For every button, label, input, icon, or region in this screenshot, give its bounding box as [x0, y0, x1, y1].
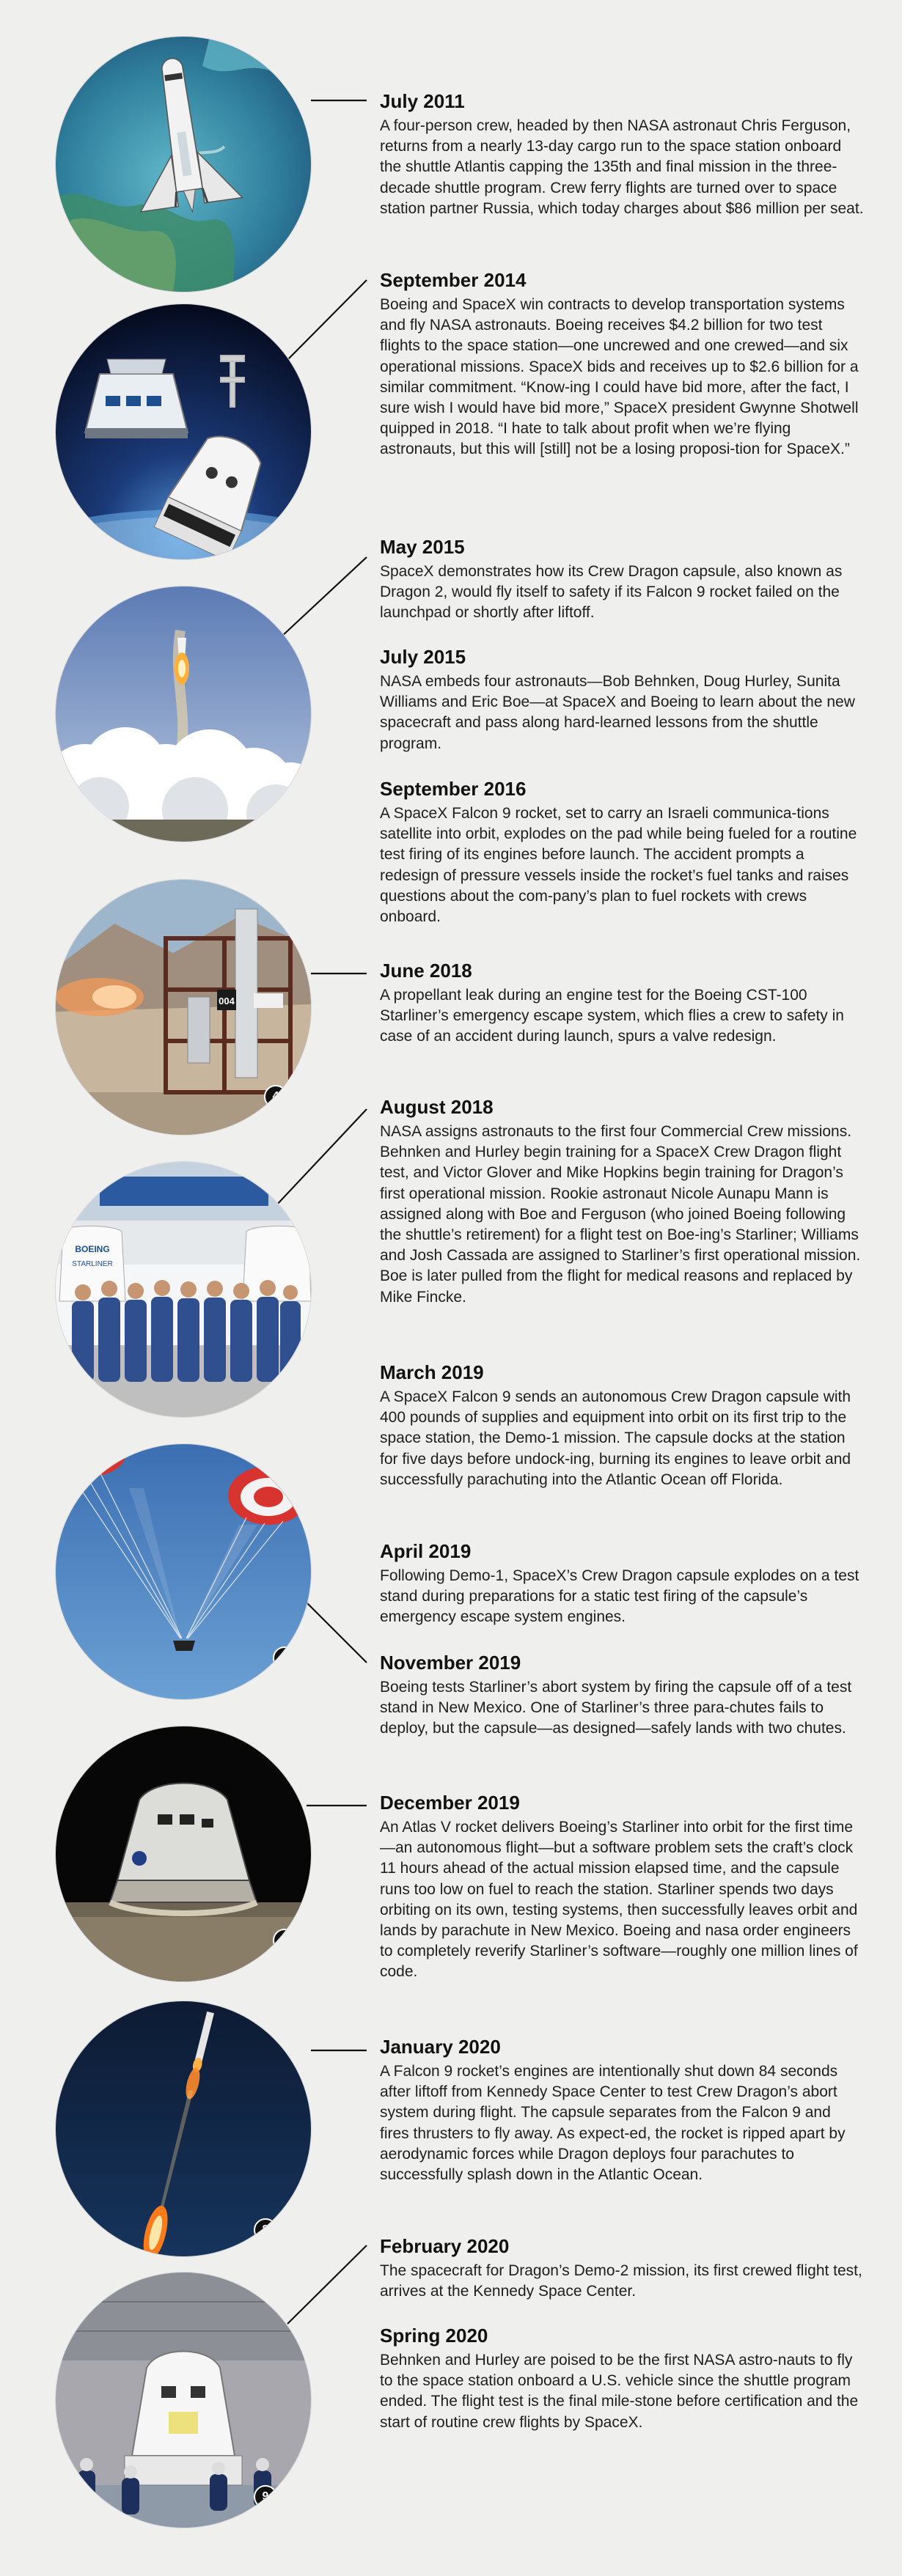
entry-date: June 2018 [380, 960, 472, 982]
entry-date: November 2019 [380, 1652, 521, 1674]
entry-text: A four-person crew, headed by then NASA astronaut Chris Ferguson, returns from a nearly 13-day cargo run to the space station onboard the shuttle Atlantis capping the 135th and final mission in the three-decade shuttle program. Crew ferry flights are turned over to space station partner Russia, which today charges about $86 million per seat. [380, 117, 864, 217]
entry-text: A SpaceX Falcon 9 sends an autonomous Crew Dragon capsule with 400 pounds of supplies and equipment into orbit on its first trip to the space station, the Demo-1 mission. The capsule docks at the station for five days before undock-ing, burning its engines to leave orbit and successfully parachuting into the Atlantic Ocean off Florida. [380, 1388, 851, 1488]
timeline-entry-march-2019 [380, 1361, 864, 1490]
timeline-entry-november-2019 [380, 1651, 864, 1740]
entry-text: A propellant leak during an engine test for the Boeing CST-100 Starliner’s emergency escape system, which flies a crew to safety in case of an accident during launch, spurs a valve redesign. [380, 987, 844, 1045]
entry-text: Boeing and SpaceX win contracts to develop transportation systems and fly NASA astronauts. Boeing receives $4.2 billion for two test flights to the space station—one uncrewed and one crewed—and six operational missions. SpaceX bids and receives up to $2.6 billion for a similar commitment. “Know-ing I could have bid more, after the fact, I sure wish I would have bid more,” SpaceX president Gwynne Shotwell quipped in 2018. “I hate to talk about profit when we’re flying astronauts, but this will [still] not be a losing proposi-tion for SpaceX.” [380, 296, 859, 458]
timeline-entry-spring-2020 [380, 2324, 864, 2433]
entry-date: July 2011 [380, 90, 465, 112]
photo-in-flight-abort-launch [56, 2001, 311, 2256]
timeline-entry-june-2018 [380, 959, 864, 1048]
entry-date: September 2014 [380, 269, 527, 291]
timeline-entry-july-2011 [380, 89, 864, 219]
photo-starliner-landing [56, 1726, 311, 1981]
entry-text: NASA assigns astronauts to the first four Commercial Crew missions. Behnken and Hurley begin training for a SpaceX Crew Dragon flight test, and Victor Glover and Mike Hopkins begin training for Dragon’s first operational mission. Rookie astronaut Nicole Aunapu Mann is assigned along with Boe and Ferguson (who joined Boeing following the shuttle’s retirement) for a flight test on Boe-ing’s Starliner; Williams and Josh Cassada are assigned to Starliner’s first operational mission. Boe is later pulled from the flight for medical reasons and replaced by Mike Fincke. [380, 1123, 861, 1306]
timeline-entry-september-2014 [380, 268, 864, 460]
entry-text: A Falcon 9 rocket’s engines are intentionally shut down 84 seconds after liftoff from Kennedy Space Center to test Crew Dragon’s abort system during flight. The capsule separates from the Falcon 9 and fires thrusters to fly away. As expect-ed, the rocket is ripped apart by aerodynamic forces while Dragon deploys four parachutes to successfully splash down in the Atlantic Ocean. [380, 2063, 846, 2184]
entry-text: An Atlas V rocket delivers Boeing’s Starliner into orbit for the first time—an autonomous flight—but a software problem sets the craft’s clock 11 hours ahead of the actual mission elapsed time, and the capsule runs too low on fuel to reach the station. Starliner spends two days orbiting on its own, testing systems, then successfully leaves orbit and lands by parachute in New Mexico. Boeing and nasa order engineers to completely reverify Starliner’s software—roughly one million lines of code. [380, 1819, 858, 1981]
boeing-logo: BOEING [75, 1244, 110, 1254]
timeline-entry-december-2019 [380, 1791, 864, 1983]
entry-date: December 2019 [380, 1792, 520, 1814]
photo-number-badge: 1 [273, 257, 296, 280]
timeline-entry-july-2015 [380, 645, 864, 754]
leader-line-9 [287, 2245, 367, 2324]
photo-number-badge: 3 [273, 803, 296, 827]
entry-date: September 2016 [380, 778, 527, 800]
photo-starliner-engine-test [56, 880, 311, 1135]
timeline-entry-january-2020 [380, 2035, 864, 2185]
timeline-entry-september-2016 [380, 777, 864, 927]
photo-number-badge: 6 [273, 1646, 296, 1670]
entry-text: The spacecraft for Dragon’s Demo-2 mission, its first crewed flight test, arrives at the Kennedy Space Center. [380, 2262, 862, 2300]
entry-date: Spring 2020 [380, 2325, 488, 2347]
photo-number-badge: 7 [273, 1929, 296, 1952]
starliner-logo: STARLINER [72, 1260, 113, 1268]
timeline-entry-may-2015 [380, 535, 864, 624]
photo-starliner-and-crew-dragon [56, 304, 311, 559]
photo-shuttle-atlantis [56, 37, 311, 292]
entry-text: A SpaceX Falcon 9 rocket, set to carry an Israeli communica-tions satellite into orbit, explodes on the pad while being fueled for a routine test firing of its engines before launch. The accident prompts a redesign of pressure vessels inside the rocket’s fuel tanks and raises questions about the com-pany’s plan to fuel rockets with crews onboard. [380, 805, 857, 926]
leader-line-5 [276, 1109, 367, 1206]
entry-date: July 2015 [380, 646, 466, 668]
photo-crew-dragon-pad-abort [56, 586, 311, 842]
leader-line-3 [280, 557, 367, 638]
photo-commercial-crew-astronauts [56, 1162, 311, 1417]
photo-crew-dragon-processing [56, 2273, 311, 2528]
photo-demo-1-parachutes [56, 1444, 311, 1699]
entry-date: March 2019 [380, 1361, 484, 1383]
entry-date: February 2020 [380, 2235, 510, 2257]
entry-text: Following Demo-1, SpaceX’s Crew Dragon capsule explodes on a test stand during preparations for a static test firing of the capsule’s emergency escape system engines. [380, 1567, 859, 1626]
photo-number-badge: 4 [264, 1085, 287, 1108]
entry-date: April 2019 [380, 1540, 472, 1562]
entry-text: Boeing tests Starliner’s abort system by firing the capsule off of a test stand in New Mexico. One of Starliner’s three para-chutes fails to deploy, but the capsule—as designed—safely lands with two chutes. [380, 1679, 852, 1737]
entry-text: NASA embeds four astronauts—Bob Behnken, Doug Hurley, Sunita Williams and Eric Boe—at SpaceX and Boeing to learn about the new spacecraft and pass along hard-learned lessons from the shuttle program. [380, 673, 855, 752]
entry-text: Behnken and Hurley are poised to be the first NASA astro-nauts to fly to the space station onboard a U.S. vehicle since the shuttle program ended. The flight test is the final mile-stone before certification and the start of routine crew flights by SpaceX. [380, 2352, 859, 2431]
timeline-entry-february-2020 [380, 2234, 864, 2302]
photo-number-badge: 2 [268, 521, 292, 545]
photo-number-badge: 5 [273, 1379, 296, 1402]
entry-date: January 2020 [380, 2036, 501, 2058]
leader-line-2 [282, 280, 367, 365]
entry-date: August 2018 [380, 1096, 494, 1118]
entry-text: SpaceX demonstrates how its Crew Dragon capsule, also known as Dragon 2, would fly itself to safety if its Falcon 9 rocket failed on the launchpad or shortly after liftoff. [380, 563, 843, 622]
timeline-entry-august-2018 [380, 1095, 864, 1308]
timeline-entry-april-2019 [380, 1539, 864, 1628]
photo-number-badge: 9 [254, 2485, 277, 2509]
entry-date: May 2015 [380, 536, 465, 558]
photo-number-badge: 8 [254, 2218, 277, 2242]
engine-test-tag: 004 [219, 996, 235, 1007]
leader-line-6 [307, 1602, 367, 1663]
